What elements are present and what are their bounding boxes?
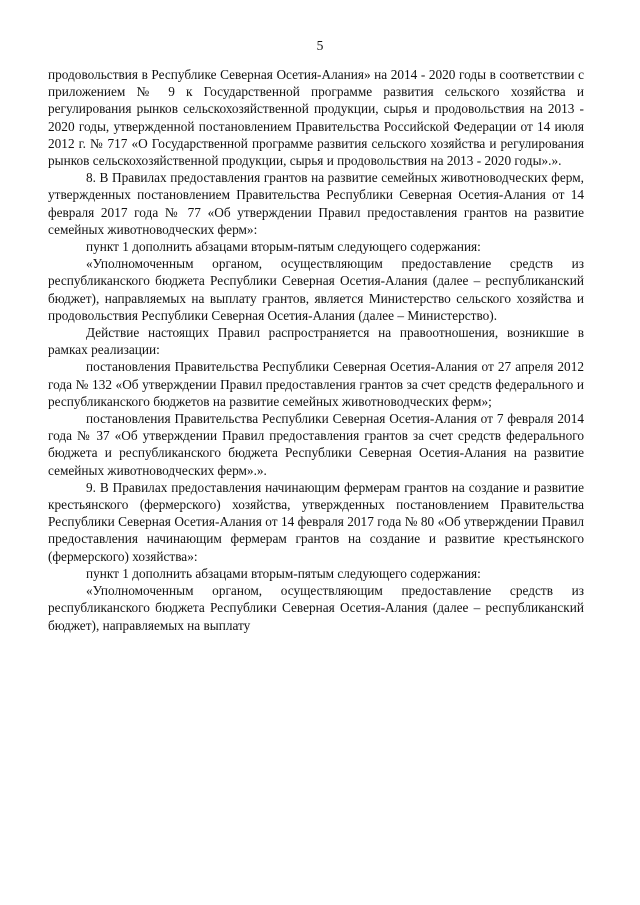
paragraph-continuation: продовольствия в Республике Северная Осетия-Алания» на 2014 - 2020 годы в соответствии с приложением № 9 к Государственной программе развития сельского хозяйства и регулирования рынков сельскохозяйственной продукции, сырья и продовольствия на 2013 - 2020 годы, утвержденной постановлением Правительства Российской Федерации от 14 июля 2012 г. № 717 «О Государственной программе развития сельского хозяйства и регулирования рынков сельскохозяйственной продукции, сырья и продовольствия на 2013 - 2020 годы».». <box>48 67 584 169</box>
paragraph-resolution-37: постановления Правительства Республики Северная Осетия-Алания от 7 февраля 2014 года № 37 «Об утверждении Правил предоставления грантов за счет средств федерального бюджета и республиканского бюджета Республики Северная Осетия-Алания на развитие семейных животноводческих ферм».». <box>48 411 584 478</box>
paragraph-authorized-body-2: «Уполномоченным органом, осуществляющим предоставление средств из республиканского бюджета Республики Северная Осетия-Алания (далее – республиканский бюджет), направляемых на выплату <box>48 583 584 633</box>
paragraph-item-8: 8. В Правилах предоставления грантов на развитие семейных животноводческих ферм, утвержденных постановлением Правительства Республики Северная Осетия-Алания от 14 февраля 2017 года № 77 «Об утверждении Правил предоставления грантов на развитие семейных животноводческих ферм»: <box>48 170 584 237</box>
paragraph-item-9: 9. В Правилах предоставления начинающим фермерам грантов на создание и развитие крестьянского (фермерского) хозяйства, утвержденных постановлением Правительства Республики Северная Осетия-Алания от 14 февраля 2017 года № 80 «Об утверждении Правил предоставления начинающим фермерам грантов на создание и развитие крестьянского (фермерского) хозяйства»: <box>48 479 584 564</box>
paragraph-point-1-addition-2: пункт 1 дополнить абзацами вторым-пятым следующего содержания: <box>86 565 481 581</box>
paragraph-resolution-132: постановления Правительства Республики Северная Осетия-Алания от 27 апреля 2012 года № 132 «Об утверждении Правил предоставления грантов за счет средств федерального и республиканского бюджетов на развитие семейных животноводческих ферм»; <box>48 359 584 409</box>
document-body <box>48 66 584 634</box>
paragraph-authorized-body: «Уполномоченным органом, осуществляющим предоставление средств из республиканского бюджета Республики Северная Осетия-Алания (далее – республиканский бюджет), направляемых на выплату грантов, является Министерство сельского хозяйства и продовольствия Республики Северная Осетия-Алания (далее – Министерство). <box>48 256 584 323</box>
paragraph-scope: Действие настоящих Правил распространяется на правоотношения, возникшие в рамках реализации: <box>48 325 584 358</box>
page-number: 5 <box>316 38 324 53</box>
paragraph-point-1-addition: пункт 1 дополнить абзацами вторым-пятым следующего содержания: <box>86 239 481 255</box>
